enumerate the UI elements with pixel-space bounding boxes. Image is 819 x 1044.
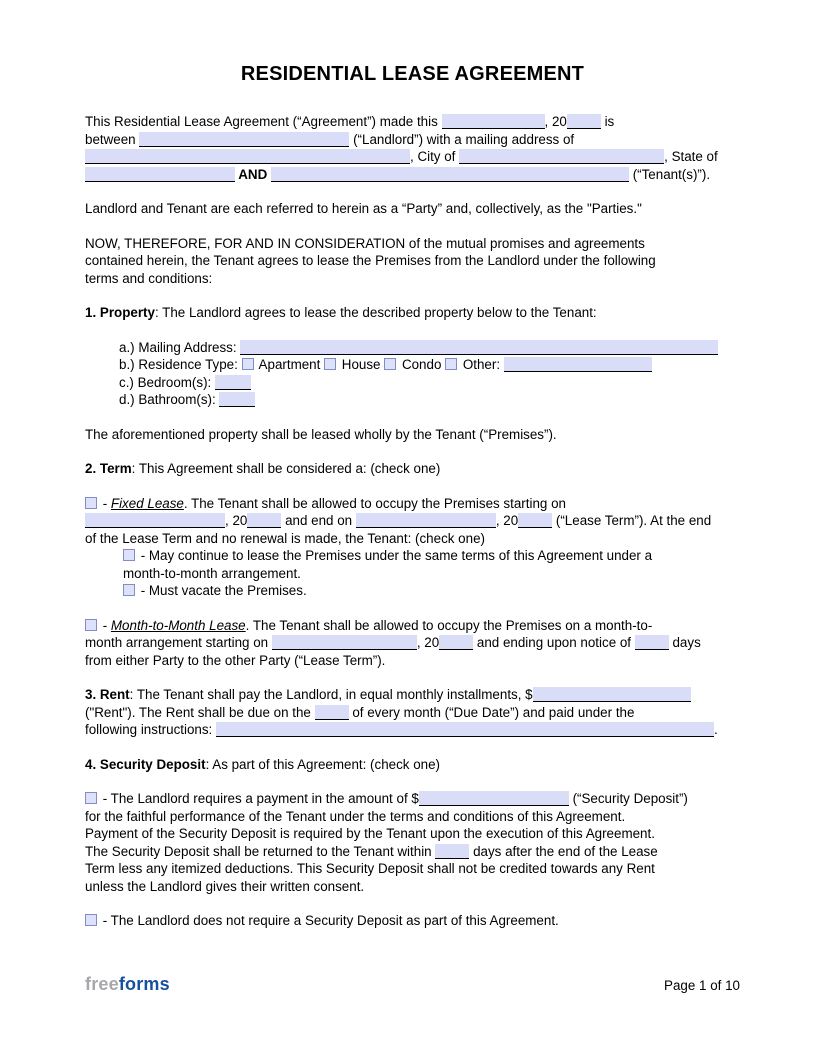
text-segment: The Security Deposit shall be returned to the Tenant within xyxy=(85,843,436,859)
text-segment: : This Agreement shall be considered a: (check one) xyxy=(131,461,441,476)
text-segment: 1. Property xyxy=(85,305,155,320)
fixed-lease-end-date-field[interactable] xyxy=(356,513,496,528)
text-segment: , 20 xyxy=(495,513,519,528)
text-segment: AND xyxy=(235,166,271,182)
text-segment: , State of xyxy=(664,149,718,164)
payment-instructions-field[interactable] xyxy=(216,722,714,737)
logo-free-text: free xyxy=(85,973,119,994)
month-to-month-checkbox[interactable] xyxy=(85,619,97,631)
deposit-return-days-field[interactable] xyxy=(435,844,469,859)
text-segment: for the faithful performance of the Tenant under the terms and conditions of this Agreement. xyxy=(85,808,626,824)
text-segment: , 20 xyxy=(225,513,248,528)
text-segment: from either Party to the other Party (“Lease Term”). xyxy=(85,652,386,668)
fixed-lease-start-date-field[interactable] xyxy=(85,513,225,528)
text-segment: 3. Rent xyxy=(85,687,130,702)
other-checkbox[interactable] xyxy=(445,358,457,370)
must-vacate-checkbox[interactable] xyxy=(123,584,135,596)
security-deposit-required-checkbox[interactable] xyxy=(85,792,97,804)
fixed-lease-checkbox[interactable] xyxy=(85,497,97,509)
text-segment: - The Landlord does not require a Security Deposit as part of this Agreement. xyxy=(99,913,559,928)
text-segment: is xyxy=(600,114,615,129)
text-segment: This Residential Lease Agreement (“Agreement”) made this xyxy=(85,114,442,129)
text-segment: (“Landlord”) with a mailing address of xyxy=(349,131,575,147)
text-segment: between xyxy=(85,131,140,147)
text-segment: , 20 xyxy=(544,114,567,129)
property-item-mailing-address xyxy=(119,339,740,357)
text-segment: terms and conditions: xyxy=(85,270,213,286)
fixed-lease-start-year-field[interactable] xyxy=(247,513,281,528)
document-title: RESIDENTIAL LEASE AGREEMENT xyxy=(240,63,585,85)
text-segment: 2. Term xyxy=(85,461,132,476)
text-segment: Apartment xyxy=(255,357,325,372)
may-continue-checkbox[interactable] xyxy=(123,549,135,561)
no-security-deposit-checkbox[interactable] xyxy=(85,914,97,926)
mtm-start-date-field[interactable] xyxy=(272,635,417,650)
text-segment: : The Landlord agrees to lease the described property below to the Tenant: xyxy=(154,305,597,320)
property-address-field[interactable] xyxy=(240,340,718,355)
text-segment: Fixed Lease xyxy=(110,495,184,511)
text-segment: of every month (“Due Date”) and paid under the xyxy=(348,704,635,720)
text-segment: NOW, THEREFORE, FOR AND IN CONSIDERATION of the mutual promises and agreements xyxy=(85,235,645,251)
text-segment: month-to-month arrangement. xyxy=(123,565,301,581)
page-footer xyxy=(85,973,740,995)
text-segment: ("Rent"). The Rent shall be due on the xyxy=(85,704,315,720)
text-segment: Condo xyxy=(398,357,446,372)
text-segment: (“Lease Term”). At the end xyxy=(552,513,712,528)
text-segment: a.) Mailing Address: xyxy=(119,339,241,355)
text-segment: - xyxy=(99,495,111,511)
rent-paragraph xyxy=(85,686,740,739)
page-number: Page 1 of 10 xyxy=(664,977,740,993)
text-segment: , City of xyxy=(410,149,460,164)
freeforms-logo xyxy=(85,973,170,994)
property-item-residence-type xyxy=(119,356,740,374)
no-security-deposit-paragraph xyxy=(85,912,740,930)
text-segment: contained herein, the Tenant agrees to lease the Premises from the Landlord under the following xyxy=(85,253,656,268)
city-field[interactable] xyxy=(459,149,664,164)
text-segment: b.) Residence Type: xyxy=(119,357,242,372)
security-deposit-required-paragraph xyxy=(85,790,740,895)
text-segment: (“Security Deposit”) xyxy=(568,791,688,806)
text-segment: . The Tenant shall be allowed to occupy the Premises on a month-to- xyxy=(245,617,653,633)
condo-checkbox[interactable] xyxy=(384,358,396,370)
text-segment: House xyxy=(338,357,385,372)
house-checkbox[interactable] xyxy=(324,358,336,370)
consideration-paragraph xyxy=(85,235,740,288)
text-segment: following instructions: xyxy=(85,722,216,737)
text-segment: . The Tenant shall be allowed to occupy the Premises starting on xyxy=(183,495,566,511)
fixed-lease-option-continue xyxy=(123,547,740,582)
text-segment: days after the end of the Lease xyxy=(469,843,658,859)
mtm-start-year-field[interactable] xyxy=(439,635,473,650)
landlord-address-field[interactable] xyxy=(85,149,410,164)
agreement-date-field[interactable] xyxy=(442,114,545,129)
bedrooms-field[interactable] xyxy=(215,375,251,390)
text-segment: Month-to-Month Lease xyxy=(110,617,246,633)
parties-line xyxy=(85,200,740,218)
month-to-month-paragraph xyxy=(85,617,740,670)
mtm-notice-days-field[interactable] xyxy=(635,635,669,650)
text-segment: , 20 xyxy=(416,635,440,650)
document-body xyxy=(85,113,740,930)
landlord-name-field[interactable] xyxy=(139,132,349,147)
term-heading xyxy=(85,460,740,478)
security-deposit-heading xyxy=(85,756,740,774)
logo-forms-text: forms xyxy=(118,973,170,994)
text-segment: Term less any itemized deductions. This Security Deposit shall not be credited towards any Rent xyxy=(85,861,655,876)
text-segment: month arrangement starting on xyxy=(85,635,272,650)
text-segment: The aforementioned property shall be leased wholly by the Tenant (“Premises”). xyxy=(85,426,557,442)
text-segment: (“Tenant(s)”). xyxy=(628,166,711,182)
text-segment: : The Tenant shall pay the Landlord, in equal monthly installments, $ xyxy=(129,687,533,702)
text-segment: Other: xyxy=(459,357,504,372)
text-segment: and ending upon notice of xyxy=(473,635,635,650)
intro-paragraph xyxy=(85,113,740,183)
text-segment: . xyxy=(714,722,718,737)
text-segment: d.) Bathroom(s): xyxy=(119,392,220,407)
text-segment: of the Lease Term and no renewal is made, the Tenant: (check one) xyxy=(85,530,485,546)
apartment-checkbox[interactable] xyxy=(242,358,254,370)
text-segment: days xyxy=(668,635,701,650)
text-segment: - xyxy=(99,617,111,633)
rent-amount-field[interactable] xyxy=(533,687,691,702)
text-segment: - May continue to lease the Premises under the same terms of this Agreement under a xyxy=(137,548,653,563)
rent-due-day-field[interactable] xyxy=(315,705,349,720)
text-segment: - The Landlord requires a payment in the amount of $ xyxy=(99,791,419,806)
property-item-bathrooms xyxy=(119,391,740,409)
text-segment: : As part of this Agreement: (check one) xyxy=(205,756,441,772)
text-segment: Landlord and Tenant are each referred to herein as a “Party” and, collectively, as the "Parties." xyxy=(85,201,642,216)
fixed-lease-end-year-field[interactable] xyxy=(518,513,552,528)
text-segment: unless the Landlord gives their written consent. xyxy=(85,878,365,894)
text-segment: - Must vacate the Premises. xyxy=(137,583,307,598)
text-segment: and end on xyxy=(281,513,356,528)
text-segment: Payment of the Security Deposit is required by the Tenant upon the execution of this Agreement. xyxy=(85,826,655,841)
text-segment: 4. Security Deposit xyxy=(85,756,206,772)
property-item-bedrooms xyxy=(119,374,740,392)
bathrooms-field[interactable] xyxy=(219,392,255,407)
tenant-name-field[interactable] xyxy=(271,167,629,182)
property-heading xyxy=(85,304,740,322)
text-segment: c.) Bedroom(s): xyxy=(119,374,215,390)
premises-line xyxy=(85,426,740,444)
agreement-year-field[interactable] xyxy=(567,114,601,129)
state-field[interactable] xyxy=(85,167,235,182)
residence-other-field[interactable] xyxy=(504,357,652,372)
fixed-lease-option-vacate xyxy=(123,582,740,600)
fixed-lease-paragraph xyxy=(85,495,740,548)
security-deposit-amount-field[interactable] xyxy=(419,791,569,806)
